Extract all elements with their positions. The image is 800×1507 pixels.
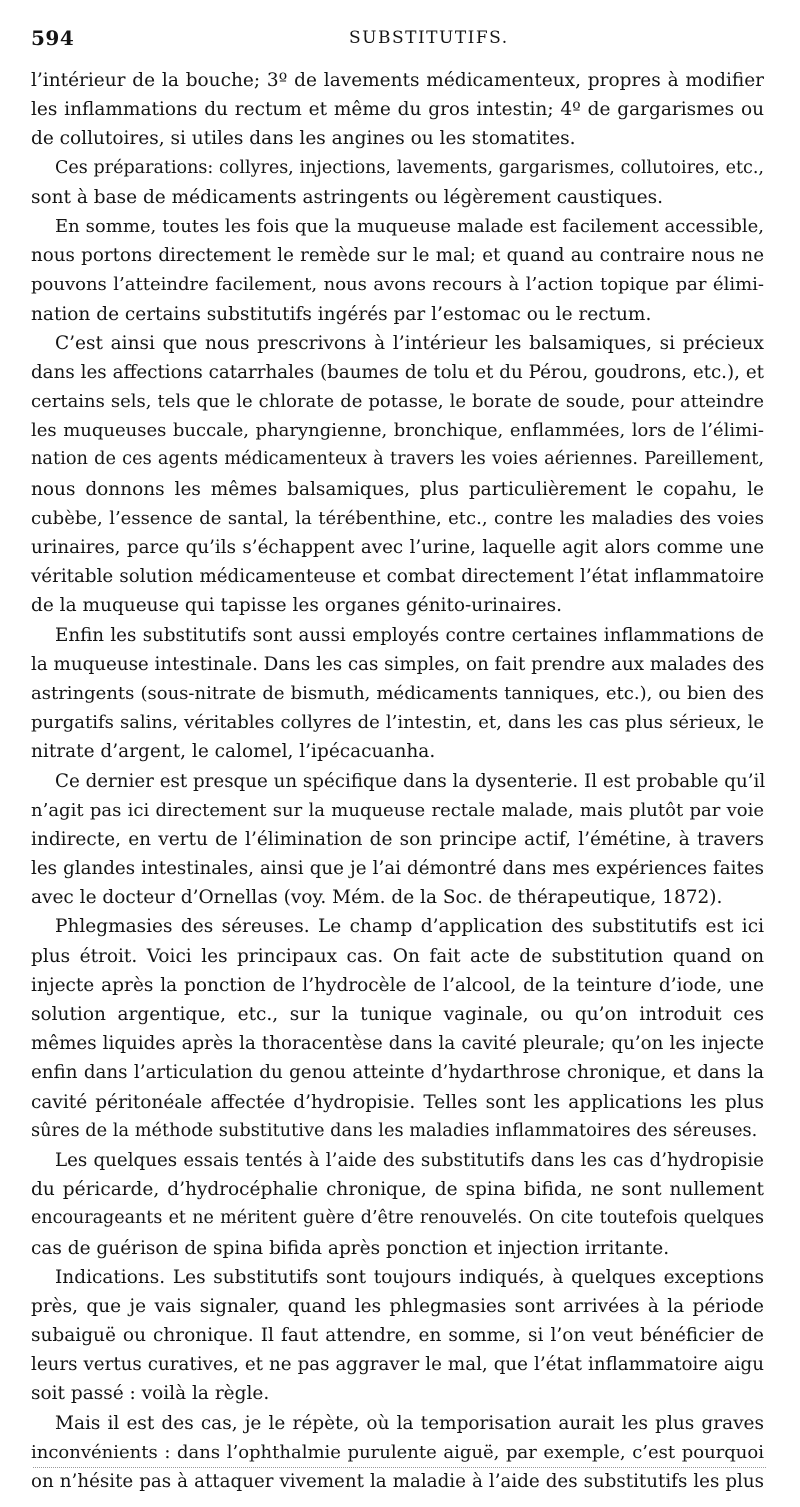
text-line: avec le docteur d’Ornellas (voy. Mém. de la Soc. de thérapeutique, 1872). <box>31 887 723 909</box>
text-line: les glandes intestinales, ainsi que je l’ai démontré dans mes expériences faites <box>31 858 764 880</box>
text-line: urinaires, parce qu’ils s’échappent avec l’urine, laquelle agit alors comme une <box>31 537 764 558</box>
text-line: plus étroit. Voici les principaux cas. On fait acte de substitution quand on <box>31 945 764 967</box>
text-line: encourageants et ne méritent guère d’être renouvelés. On cite toutefois quelques <box>31 1208 764 1229</box>
text-line: subaiguë ou chronique. Il faut attendre, en somme, si l’on veut bénéficier de <box>31 1325 764 1347</box>
text-line: purgatifs salins, véritables collyres de l’intestin, et, dans les cas plus sérieux, le <box>31 712 764 734</box>
text-line: cavité péritonéale affectée d’hydropisie. Telles sont les applications les plus <box>31 1091 764 1113</box>
text-line: Indications. Les substitutifs sont toujours indiqués, à quelques exceptions <box>55 1266 764 1288</box>
text-line: sont à base de médicaments astringents ou légèrement caustiques. <box>31 186 663 208</box>
text-line: Ces préparations: collyres, injections, lavements, gargarismes, collutoires, etc., <box>55 157 764 178</box>
text-line: enfin dans l’articulation du genou atteinte d’hydarthrose chronique, et dans la <box>31 1062 764 1084</box>
text-line: du péricarde, d’hydrocéphalie chronique, de spina bifida, ne sont nullement <box>31 1179 764 1201</box>
text-line: nous donnons les mêmes balsamiques, plus particulièrement le copahu, le <box>31 478 764 500</box>
text-line: les inflammations du rectum et même du gros intestin; 4º de gargarismes ou <box>31 99 764 121</box>
text-line: pouvons l’atteindre facilement, nous avons recours à l’action topique par élimi- <box>31 274 764 296</box>
text-line: de la muqueuse qui tapisse les organes génito-urinaires. <box>31 595 562 617</box>
text-line: la muqueuse intestinale. Dans les cas simples, on fait prendre aux malades des <box>31 653 765 675</box>
footer-rule <box>33 1467 766 1468</box>
text-line: les muqueuses buccale, pharyngienne, bronchique, enflammées, lors de l’élimi- <box>31 420 764 442</box>
text-line: nitrate d’argent, le calomel, l’ipécacuanha. <box>31 741 436 763</box>
running-head: SUBSTITUTIFS. <box>349 28 509 48</box>
text-line: cubèbe, l’essence de santal, la térébenthine, etc., contre les maladies des voies <box>31 507 764 529</box>
text-line: soit passé : voilà la règle. <box>31 1383 270 1405</box>
text-line: nous portons directement le remède sur le mal; et quand au contraire nous ne <box>31 245 764 267</box>
text-line: astringents (sous-nitrate de bismuth, médicaments tanniques, etc.), ou bien des <box>31 682 764 704</box>
text-line: leurs vertus curatives, et ne pas aggraver le mal, que l’état inflammatoire aigu <box>31 1354 764 1376</box>
text-line: C’est ainsi que nous prescrivons à l’intérieur les balsamiques, si précieux <box>55 332 764 354</box>
text-line: certains sels, tels que le chlorate de potasse, le borate de soude, pour atteindre <box>31 391 764 413</box>
text-line: près, que je vais signaler, quand les phlegmasies sont arrivées à la période <box>31 1295 764 1317</box>
text-line: nation de certains substitutifs ingérés par l’estomac ou le rectum. <box>31 303 652 325</box>
text-line: sûres de la méthode substitutive dans les maladies inflammatoires des séreuses. <box>31 1120 758 1141</box>
text-line: injecte après la ponction de l’hydrocèle de l’alcool, de la teinture d’iode, une <box>31 974 764 996</box>
text-line: Ce dernier est presque un spécifique dans la dysenterie. Il est probable qu’il <box>55 770 766 792</box>
text-line: Les quelques essais tentés à l’aide des substitutifs dans les cas d’hydropisie <box>55 1149 764 1171</box>
text-line: Phlegmasies des séreuses. Le champ d’application des substitutifs est ici <box>55 916 764 938</box>
text-line: véritable solution médicamenteuse et combat directement l’état inflammatoire <box>31 566 764 588</box>
page-header <box>31 26 771 54</box>
text-line: on n’hésite pas à attaquer vivement la maladie à l’aide des substitutifs les plus <box>31 1471 764 1492</box>
text-line: inconvénients : dans l’ophthalmie purulente aiguë, par exemple, c’est pourquoi <box>31 1441 764 1463</box>
text-line: solution argentique, etc., sur la tunique vaginale, ou qu’on introduit ces <box>31 1004 764 1025</box>
body-text <box>31 66 764 1496</box>
text-line: En somme, toutes les fois que la muqueuse malade est facilement accessible, <box>55 215 764 237</box>
text-line: l’intérieur de la bouche; 3º de lavements médicamenteux, propres à modifier <box>31 70 764 91</box>
text-line: n’agit pas ici directement sur la muqueuse rectale malade, mais plutôt par voie <box>31 799 764 821</box>
text-line: Enfin les substitutifs sont aussi employés contre certaines inflammations de <box>55 624 764 646</box>
text-line: dans les affections catarrhales (baumes de tolu et du Pérou, goudrons, etc.), et <box>31 361 764 383</box>
text-line: nation de ces agents médicamenteux à travers les voies aériennes. Pareillement, <box>31 449 764 470</box>
text-line: de collutoires, si utiles dans les angines ou les stomatites. <box>31 128 576 150</box>
page-number: 594 <box>31 26 75 50</box>
text-line: indirecte, en vertu de l’élimination de son principe actif, l’émétine, à travers <box>31 828 764 850</box>
text-line: mêmes liquides après la thoracentèse dans la cavité pleurale; qu’on les injecte <box>31 1033 764 1055</box>
text-line: cas de guérison de spina bifida après ponction et injection irritante. <box>31 1237 670 1259</box>
text-line: Mais il est des cas, je le répète, où la temporisation aurait les plus graves <box>55 1412 764 1434</box>
